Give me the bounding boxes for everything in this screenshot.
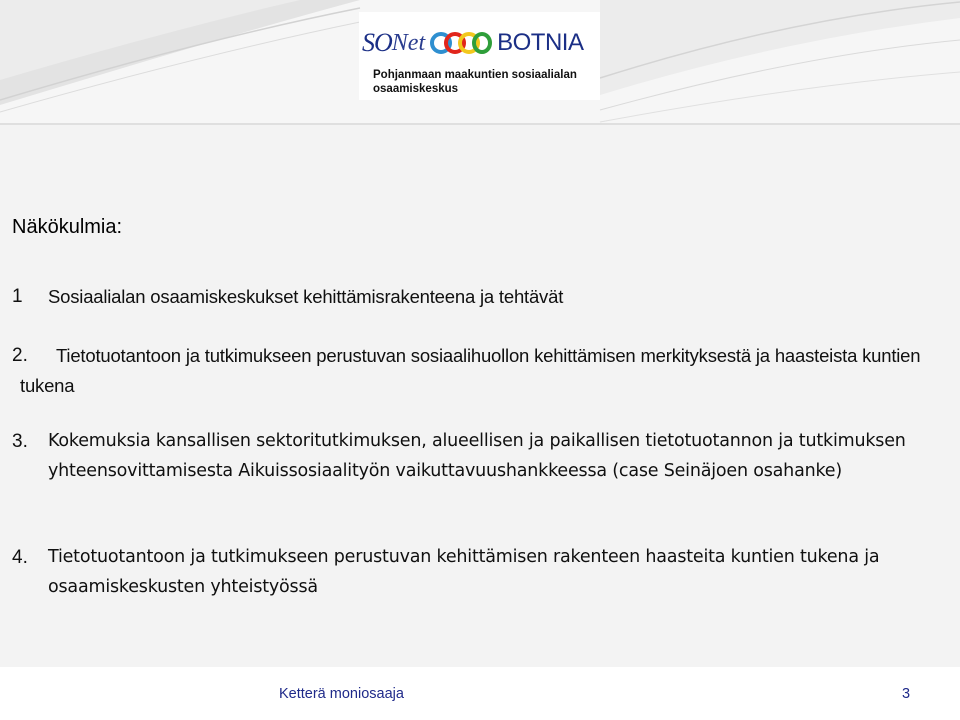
logo-subtitle: Pohjanmaan maakuntien sosiaalialan osaamiskeskus [373,69,577,95]
list-item [12,341,942,400]
list-item [12,543,942,602]
logo-brand [362,28,583,58]
footer [0,667,960,720]
logo-brand-botnia: BOTNIA [497,29,584,56]
list-item-text: Tietotuotantoon ja tutkimukseen perustuvan sosiaalihuollon kehittämisen merkityksestä ja haasteista kuntien tukena [20,345,921,396]
list-item-text: Kokemuksia kansallisen sektoritutkimuksen, alueellisen ja paikallisen tietotuotannon ja tutkimuksen yhteensovittamisesta Aikuissosiaalityön vaikuttavuushankkeessa (case Seinäjoen osahanke) [48,431,906,481]
logo-rings-icon [429,30,493,56]
list-item-number: 2. [12,345,28,366]
page-number: 3 [902,686,911,702]
footer-label: Ketterä moniosaaja [279,686,404,702]
list-item-number: 3. [12,431,28,452]
logo-brand-net: Net [391,30,426,56]
list-item [12,282,942,312]
logo-brand-so: SO [362,28,392,57]
list-item-number: 1 [12,286,23,307]
list-item-text: Sosiaalialan osaamiskeskukset kehittämisrakenteena ja tehtävät [48,286,564,307]
slide-heading: Näkökulmia: [12,216,123,238]
sonet-botnia-logo [359,12,600,100]
list-item [12,427,942,486]
list-item-number: 4. [12,547,28,568]
list-item-text: Tietotuotantoon ja tutkimukseen perustuvan kehittämisen rakenteen haasteita kuntien tukena ja osaamiskeskusten yhteistyössä [48,547,880,597]
